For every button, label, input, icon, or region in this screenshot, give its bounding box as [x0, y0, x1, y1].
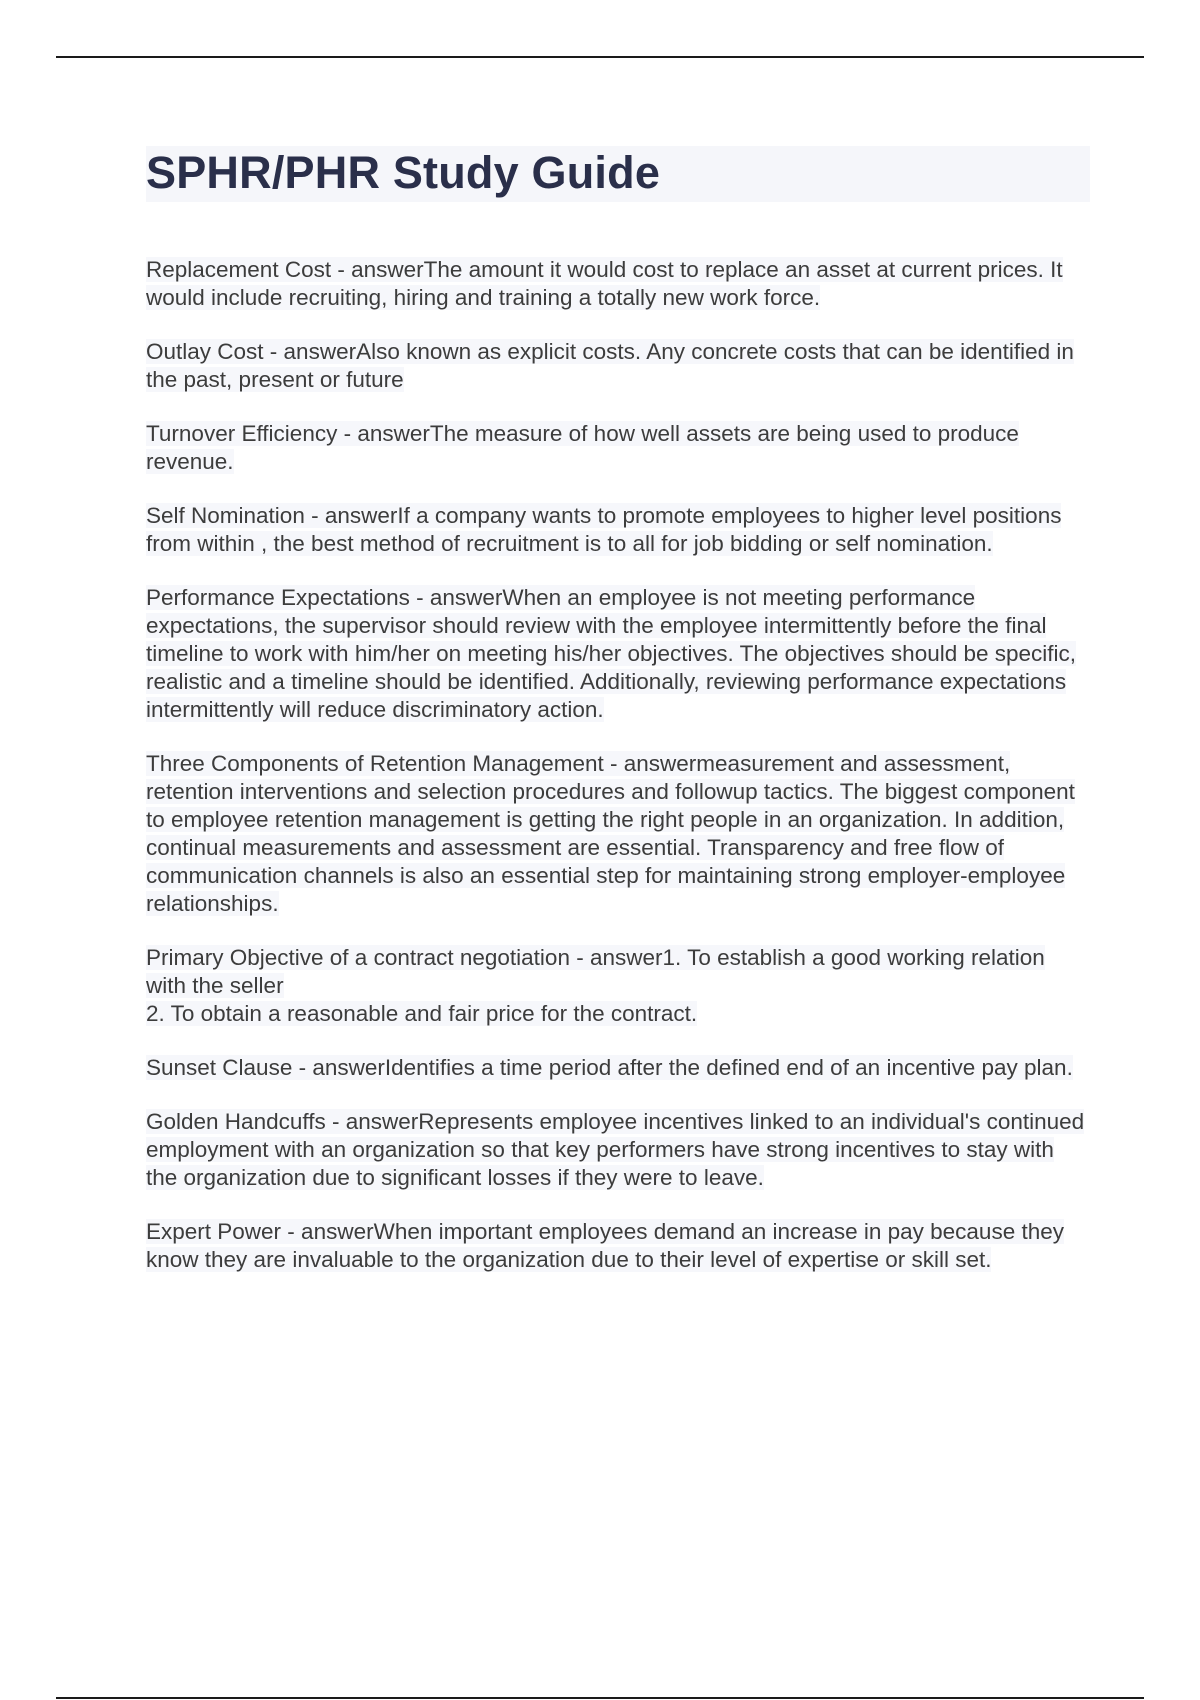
page-top-rule — [56, 56, 1144, 58]
study-guide-entries — [146, 256, 1090, 1300]
entry-text: Outlay Cost - answerAlso known as explicit costs. Any concrete costs that can be identified in the past, present or future — [146, 339, 1074, 392]
entry-turnover-efficiency — [146, 420, 1090, 476]
entry-text: Three Components of Retention Management - answermeasurement and assessment, retention interventions and selection procedures and followup tactics. The biggest component to employee retention management is getting the right people in an organization. In addition, continual measurements and assessment are essential. Transparency and free flow of communication channels is also an essential step for maintaining strong employer-employee relationships. — [146, 751, 1075, 916]
entry-text: Turnover Efficiency - answerThe measure of how well assets are being used to produce revenue. — [146, 421, 1019, 474]
entry-retention-management — [146, 750, 1090, 918]
entry-text: Self Nomination - answerIf a company wants to promote employees to higher level positions from within , the best method of recruitment is to all for job bidding or self nomination. — [146, 503, 1062, 556]
entry-contract-negotiation — [146, 944, 1090, 1028]
entry-sunset-clause — [146, 1054, 1090, 1082]
entry-replacement-cost — [146, 256, 1090, 312]
entry-text: Sunset Clause - answerIdentifies a time period after the defined end of an incentive pay plan. — [146, 1055, 1073, 1080]
entry-expert-power — [146, 1218, 1090, 1274]
entry-outlay-cost — [146, 338, 1090, 394]
page-bottom-rule — [56, 1697, 1144, 1699]
entry-text: Replacement Cost - answerThe amount it would cost to replace an asset at current prices. It would include recruiting, hiring and training a totally new work force. — [146, 257, 1063, 310]
entry-text: Primary Objective of a contract negotiation - answer1. To establish a good working relation with the seller 2. To obtain a reasonable and fair price for the contract. — [146, 945, 1045, 1026]
entry-text: Golden Handcuffs - answerRepresents employee incentives linked to an individual's continued employment with an organization so that key performers have strong incentives to stay with the organization due to significant losses if they were to leave. — [146, 1109, 1085, 1190]
entry-text: Performance Expectations - answerWhen an employee is not meeting performance expectations, the supervisor should review with the employee intermittently before the final timeline to work with him/her on meeting his/her objectives. The objectives should be specific, realistic and a timeline should be identified. Additionally, reviewing performance expectations intermittently will reduce discriminatory action. — [146, 585, 1077, 722]
page-title: SPHR/PHR Study Guide — [146, 147, 661, 198]
entry-golden-handcuffs — [146, 1108, 1090, 1192]
entry-text: Expert Power - answerWhen important employees demand an increase in pay because they know they are invaluable to the organization due to their level of expertise or skill set. — [146, 1219, 1064, 1272]
entry-performance-expectations — [146, 584, 1090, 724]
entry-self-nomination — [146, 502, 1090, 558]
